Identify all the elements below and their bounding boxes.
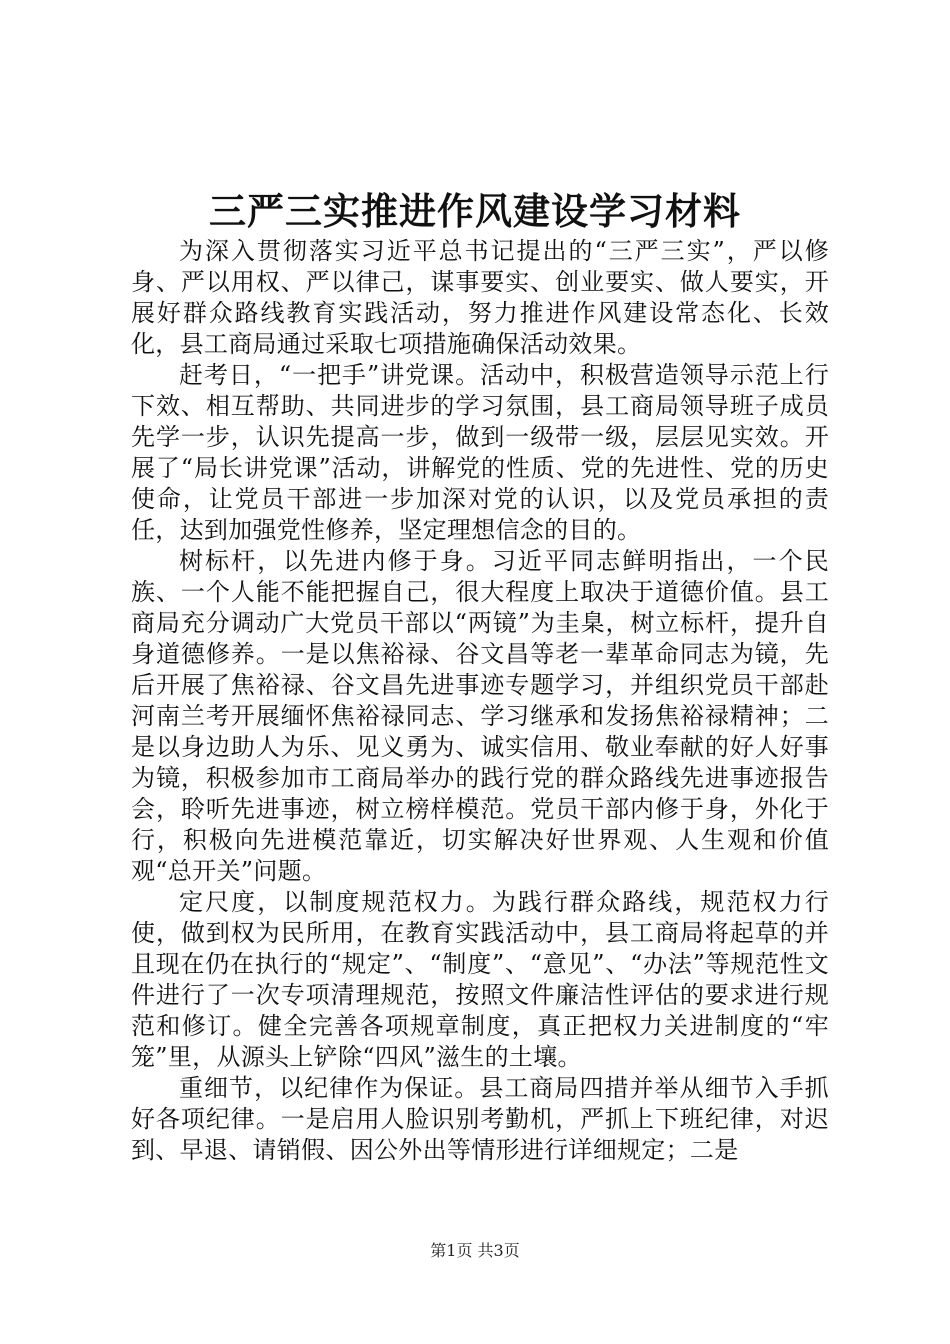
paragraph-role-models: 树标杆，以先进内修于身。习近平同志鲜明指出，一个民族、一个人能不能把握自己，很大程度上取决于道德价值。县工商局充分调动广大党员干部以“两镜”为圭臬，树立标杆，提升自身道德修养。一是以焦裕禄、谷文昌等老一辈革命同志为镜，先后开展了焦裕禄、谷文昌先进事迹专题学习，并组织党员干部赴河南兰考开展缅怀焦裕禄同志、学习继承和发扬焦裕禄精神；二是以身边助人为乐、见义勇为、诚实信用、敬业奉献的好人好事为镜，积极参加市工商局举办的践行党的群众路线先进事迹报告会，聆听先进事迹，树立榜样模范。党员干部内修于身，外化于行，积极向先进模范靠近，切实解决好世界观、人生观和价值观“总开关”问题。 bbox=[131, 547, 829, 885]
document-body bbox=[131, 236, 829, 1166]
page-number-footer: 第1页 共3页 bbox=[430, 1241, 520, 1260]
paragraph-discipline: 重细节，以纪律作为保证。县工商局四措并举从细节入手抓好各项纪律。一是启用人脸识别考勤机，严抓上下班纪律，对迟到、早退、请销假、因公外出等情形进行详细规定；二是 bbox=[131, 1074, 829, 1164]
paragraph-regulations: 定尺度，以制度规范权力。为践行群众路线，规范权力行使，做到权为民所用，在教育实践活动中，县工商局将起草的并且现在仍在执行的“规定”、“制度”、“意见”、“办法”等规范性文件进行了一次专项清理规范，按照文件廉洁性评估的要求进行规范和修订。健全完善各项规章制度，真正把权力关进制度的“牢笼”里，从源头上铲除“四风”滋生的土壤。 bbox=[131, 888, 829, 1071]
document-title: 三严三实推进作风建设学习材料 bbox=[209, 189, 741, 233]
paragraph-intro: 为深入贯彻落实习近平总书记提出的“三严三实”，严以修身、严以用权、严以律己，谋事要实、创业要实、做人要实，开展好群众路线教育实践活动，努力推进作风建设常态化、长效化，县工商局通过采取七项措施确保活动效果。 bbox=[131, 237, 829, 358]
paragraph-party-lecture: 赶考日，“一把手”讲党课。活动中，积极营造领导示范上行下效、相互帮助、共同进步的学习氛围，县工商局领导班子成员先学一步，认识先提高一步，做到一级带一级，层层见实效。开展了“局长讲党课”活动，讲解党的性质、党的先进性、党的历史使命，让党员干部进一步加深对党的认识，以及党员承担的责任，达到加强党性修养，坚定理想信念的目的。 bbox=[131, 361, 829, 544]
